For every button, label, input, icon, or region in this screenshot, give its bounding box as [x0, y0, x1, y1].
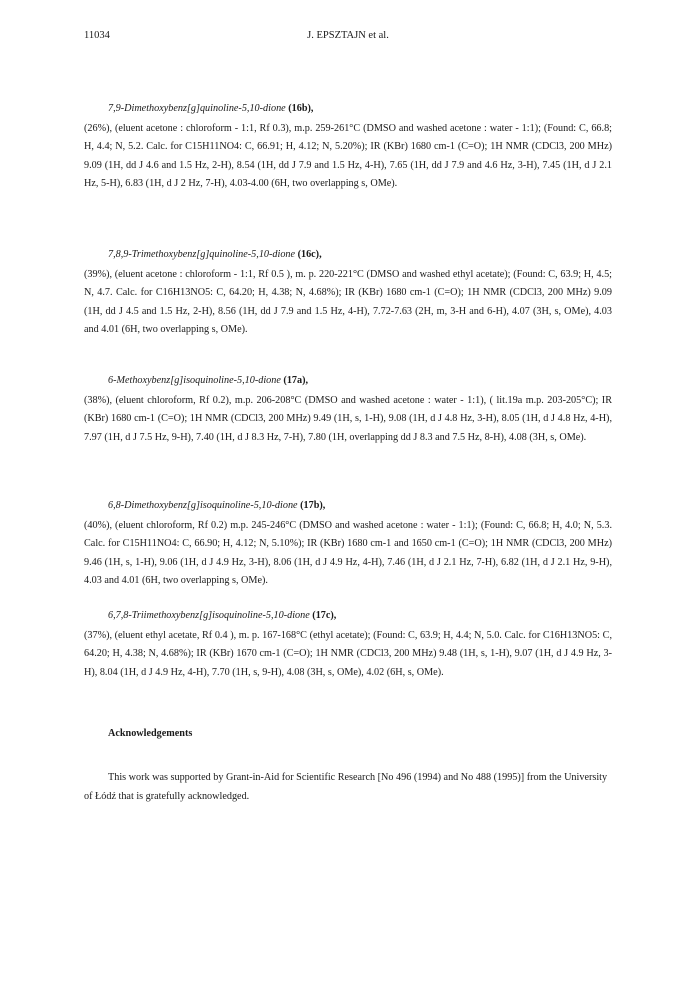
compound-name: 7,9-Dimethoxybenz[g]quinoline-5,10-dione	[108, 103, 286, 114]
compound-caption	[84, 246, 612, 265]
acknowledgements-paragraph: This work was supported by Grant-in-Aid for Scientific Research [No 496 (1994) and No 488 (1995)] from the University of Łódź that is gratefully acknowledged.	[84, 772, 608, 802]
compound-name: 6,7,8-Triimethoxybenz[g]isoquinoline-5,10-dione	[108, 610, 310, 621]
compound-label: (17c),	[312, 610, 337, 621]
acknowledgements-heading: Acknowledgements	[108, 728, 193, 739]
compound-data: (37%), (eluent ethyl acetate, Rf 0.4 ), m. p. 167-168°C (ethyl acetate); (Found: C, 63.9; H, 4.4; N, 5.0. Calc. for C16H13NO5: C, 64.20; H, 4.38; N, 4.68%); IR (KBr) 1670 cm-1 (C=O); 1H NMR (CDCl3, 200 MHz) 9.48 (1H, s, 1-H), 9.07 (1H, d J 4.9 Hz, 3-H), 8.04 (1H, d J 4.9 Hz, 4-H), 7.70 (1H, s, 9-H), 4.08 (3H, s, OMe), 4.02 (6H, s, OMe).	[84, 629, 612, 678]
compound-entry	[84, 607, 612, 682]
compound-data: (39%), (eluent acetone : chloroform - 1:1, Rf 0.5 ), m. p. 220-221°C (DMSO and washed ethyl acetate); (Found: C, 63.9; H, 4.5; N, 4.7. Calc. for C16H13NO5: C, 64.20; H, 4.38; N, 4.68%); IR (KBr) 1680 cm-1 (C=O); 1H NMR (CDCl3, 200 MHz) 9.09 (1H, dd J 4.5 and 1.5 Hz, 2-H), 8.56 (1H, dd J 7.9 and 1.5 Hz, 4-H), 7.72-7.63 (2H, m, 3-H and 6-H), 4.07 (3H, s, OMe), 4.03 and 4.01 (6H, two overlapping s, OMe).	[84, 268, 612, 336]
compound-label: (17b),	[300, 500, 326, 511]
compound-data: (26%), (eluent acetone : chloroform - 1:1, Rf 0.3), m.p. 259-261°C (DMSO and washed acetone : water - 1:1); (Found: C, 66.8; H, 4.4; N, 5.2. Calc. for C15H11NO4: C, 66.91; H, 4.12; N, 5.20%); IR (KBr) 1680 cm-1 (C=O); 1H NMR (CDCl3, 200 MHz) 9.09 (1H, dd J 4.6 and 1.5 Hz, 2-H), 8.54 (1H, dd J 7.9 and 1.5 Hz, 4-H), 7.65 (1H, dd J 7.9 and 4.6 Hz, 3-H), 7.45 (1H, d J 2.1 Hz, 5-H), 6.83 (1H, d J 2 Hz, 7-H), 4.03-4.00 (6H, two overlapping s, OMe).	[84, 122, 612, 190]
compound-entry	[84, 497, 612, 591]
compound-entry	[84, 100, 612, 194]
compound-label: (16b),	[288, 103, 314, 114]
compound-label: (17a),	[283, 375, 309, 386]
compound-name: 6-Methoxybenz[g]isoquinoline-5,10-dione	[108, 375, 281, 386]
compound-label: (16c),	[297, 249, 322, 260]
running-title: J. EPSZTAJN et al.	[307, 30, 389, 41]
compound-caption	[84, 607, 612, 626]
compound-name: 6,8-Dimethoxybenz[g]isoquinoline-5,10-dione	[108, 500, 298, 511]
acknowledgements-text	[84, 769, 612, 806]
compound-entry	[84, 372, 612, 447]
compound-caption	[84, 100, 612, 119]
compound-data: (38%), (eluent chloroform, Rf 0.2), m.p. 206-208°C (DMSO and washed acetone : water - 1:1), ( lit.19a m.p. 203-205°C); IR (KBr) 1680 cm-1 (C=O); 1H NMR (CDCl3, 200 MHz) 9.49 (1H, s, 1-H), 9.08 (1H, d J 4.8 Hz, 3-H), 8.05 (1H, d J 4.8 Hz, 4-H), 7.97 (1H, d J 7.5 Hz, 9-H), 7.40 (1H, d J 8.3 Hz, 7-H), 7.80 (1H, overlapping dd J 8.3 and 7.5 Hz, 8-H), 4.08 (3H, s, OMe).	[84, 394, 612, 443]
compound-data: (40%), (eluent chloroform, Rf 0.2) m.p. 245-246°C (DMSO and washed acetone : water - 1:1); (Found: C, 66.8; H, 4.0; N, 5.3. Calc. for C15H11NO4: C, 66.90; H, 4.12; N, 5.10%); IR (KBr) 1680 cm-1 and 1650 cm-1 (C=O); 1H NMR (CDCl3, 200 MHz) 9.46 (1H, s, 1-H), 9.06 (1H, d J 4.9 Hz, 3-H), 8.06 (1H, d J 4.9 Hz, 4-H), 7.46 (1H, d J 2.1 Hz, 7-H), 6.82 (1H, d J 2.1 Hz, 9-H), 4.03 and 4.01 (6H, two overlapping s, OMe).	[84, 519, 612, 587]
page-number: 11034	[84, 30, 110, 41]
compound-name: 7,8,9-Trimethoxybenz[g]quinoline-5,10-dione	[108, 249, 296, 260]
compound-entry	[84, 246, 612, 340]
compound-caption	[84, 497, 612, 516]
compound-caption	[84, 372, 612, 391]
